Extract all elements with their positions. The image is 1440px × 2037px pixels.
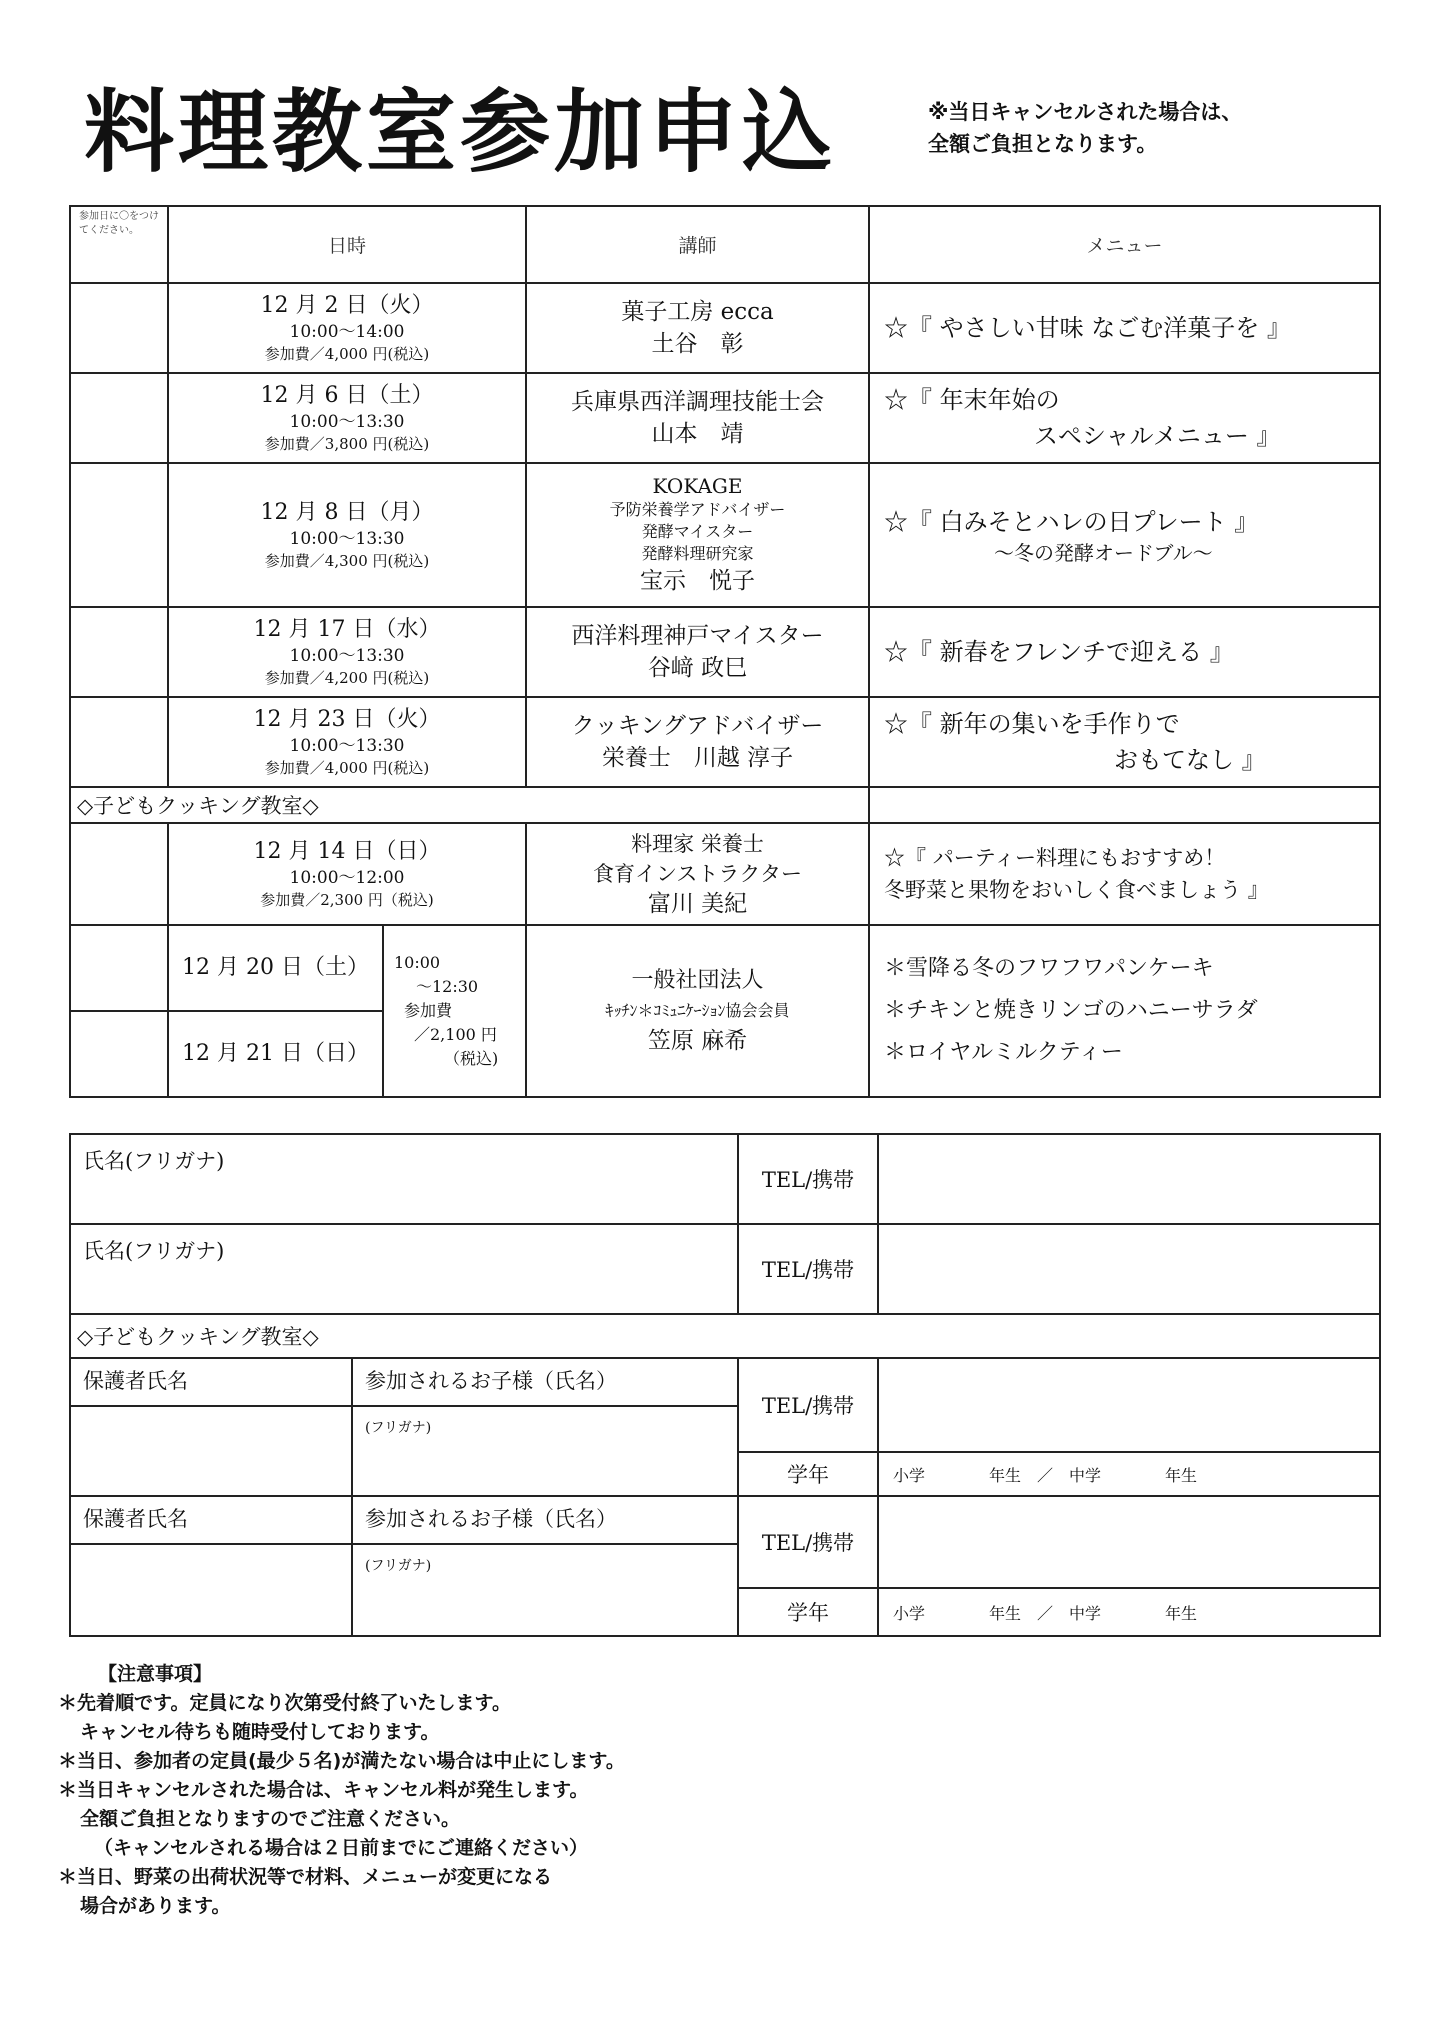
- schedule-row: [70, 283, 1380, 373]
- instructor-cell: [526, 283, 869, 373]
- kids-entry-row: [70, 1496, 1380, 1544]
- guardian-name-field[interactable]: [70, 1544, 352, 1636]
- instructor-title: 発酵料理研究家: [641, 544, 754, 563]
- instructor-title: 食育インストラクター: [593, 862, 802, 886]
- tel-field[interactable]: [878, 1358, 1380, 1452]
- class-date: 12 月 2 日（火）: [260, 293, 434, 318]
- kids-form-section-label: ◇子どもクッキング教室◇: [70, 1314, 1380, 1358]
- name-row: [70, 1134, 1380, 1224]
- instructor-title: 予防栄養学アドバイザー: [609, 500, 786, 519]
- instructor-name: 富川 美紀: [647, 891, 748, 917]
- schedule-row: [70, 607, 1380, 697]
- notes-section: [58, 1660, 958, 1921]
- tel-field[interactable]: [878, 1496, 1380, 1588]
- class-time: 10:00～12:00: [289, 868, 405, 888]
- instructor-org: 兵庫県西洋調理技能士会: [571, 389, 825, 415]
- instructor-org: 西洋料理神戸マイスター: [571, 623, 824, 649]
- attendance-mark-cell[interactable]: [70, 373, 168, 463]
- class-time-end: ～12:30: [416, 977, 479, 996]
- cancellation-notice-line1: ※当日キャンセルされた場合は、: [928, 100, 1243, 124]
- datetime-cell: [168, 1011, 383, 1097]
- schedule-header-row: [70, 206, 1380, 283]
- application-form-table: [69, 1133, 1381, 1637]
- attendance-mark-cell[interactable]: [70, 1011, 168, 1097]
- tel-label: TEL/携帯: [738, 1134, 878, 1224]
- child-label: 参加されるお子様（氏名）: [352, 1358, 738, 1406]
- class-time: 10:00～13:30: [289, 412, 405, 432]
- instructor-org: KOKAGE: [652, 474, 743, 498]
- guardian-label: 保護者氏名: [70, 1496, 352, 1544]
- instructor-name: 笠原 麻希: [647, 1028, 748, 1054]
- menu-title: ☆『 年末年始の: [884, 386, 1060, 414]
- child-name-field[interactable]: [352, 1406, 738, 1496]
- instructor-name: 宝示 悦子: [640, 568, 756, 594]
- note-line: 場合があります。: [80, 1895, 231, 1917]
- cancellation-notice: [928, 96, 1348, 160]
- class-date: 12 月 21 日（日）: [182, 1041, 369, 1066]
- furigana-label: (フリガナ): [365, 1558, 432, 1574]
- class-date: 12 月 20 日（土）: [182, 955, 369, 980]
- attendance-mark-cell[interactable]: [70, 607, 168, 697]
- tel-field[interactable]: [878, 1134, 1380, 1224]
- tel-field[interactable]: [878, 1224, 1380, 1314]
- child-name-field[interactable]: [352, 1544, 738, 1636]
- attendance-mark-cell[interactable]: [70, 697, 168, 787]
- menu-title: ☆『 新年の集いを手作りで: [884, 710, 1180, 738]
- kids-form-section-row: [70, 1314, 1380, 1358]
- instructor-name: 山本 靖: [651, 421, 744, 447]
- note-line: （キャンセルされる場合は２日前までにご連絡ください）: [94, 1837, 589, 1859]
- menu-item: ＊チキンと焼きリンゴのハニーサラダ: [884, 998, 1258, 1023]
- name-field[interactable]: [70, 1224, 738, 1314]
- class-fee: 参加費／4,000 円(税込): [264, 759, 430, 777]
- menu-item: ＊雪降る冬のフワフワパンケーキ: [884, 956, 1214, 981]
- datetime-cell: [168, 607, 526, 697]
- attendance-mark-cell[interactable]: [70, 283, 168, 373]
- instructor-cell: [526, 925, 869, 1097]
- class-time: 10:00～13:30: [289, 529, 405, 549]
- menu-title: ☆『 新春をフレンチで迎える 』: [884, 638, 1234, 666]
- guardian-label: 保護者氏名: [70, 1358, 352, 1406]
- instructor-title: 発酵マイスター: [641, 522, 754, 541]
- datetime-column-header: 日時: [168, 206, 526, 283]
- page-title: 料理教室参加申込: [84, 80, 836, 185]
- class-fee-label: 参加費: [404, 1001, 453, 1020]
- datetime-cell: [168, 697, 526, 787]
- instructor-column-header: 講師: [526, 206, 869, 283]
- grade-field[interactable]: 小学 年生 ／ 中学 年生: [878, 1588, 1380, 1636]
- datetime-cell: [168, 463, 526, 607]
- menu-title-cont: スペシャルメニュー 』: [1034, 422, 1281, 450]
- name-label: 氏名(フリガナ): [83, 1239, 225, 1263]
- datetime-cell: [168, 925, 383, 1011]
- attendance-mark-cell[interactable]: [70, 925, 168, 1011]
- datetime-cell: [168, 283, 526, 373]
- class-fee: 参加費／3,800 円(税込): [264, 435, 430, 453]
- menu-item: ＊ロイヤルミルクティー: [884, 1040, 1123, 1065]
- class-time: 10:00～13:30: [289, 646, 405, 666]
- datetime-cell: [168, 823, 526, 925]
- menu-column-header: メニュー: [869, 206, 1380, 283]
- instructor-org: クッキングアドバイザー: [571, 713, 824, 739]
- schedule-row: [70, 373, 1380, 463]
- class-date: 12 月 17 日（水）: [253, 617, 441, 642]
- menu-title: ☆『 やさしい甘味 なごむ洋菓子を 』: [884, 314, 1291, 342]
- instructor-title: ｷｯﾁﾝ＊ｺﾐｭﾆｹｰｼｮﾝ協会会員: [605, 1001, 790, 1020]
- menu-title: ☆『 パーティー料理にもおすすめ！: [884, 846, 1226, 870]
- instructor-cell: [526, 463, 869, 607]
- name-row: [70, 1224, 1380, 1314]
- class-fee-amount: ／2,100 円: [414, 1025, 497, 1044]
- child-label: 参加されるお子様（氏名）: [352, 1496, 738, 1544]
- class-fee: 参加費／4,300 円(税込): [264, 552, 430, 570]
- menu-title: ☆『 白みそとハレの日プレート 』: [884, 508, 1259, 536]
- instructor-cell: [526, 697, 869, 787]
- instructor-name: 栄養士 川越 淳子: [601, 745, 794, 771]
- schedule-row: [70, 823, 1380, 925]
- note-line: ＊当日、野菜の出荷状況等で材料、メニューが変更になる: [58, 1866, 553, 1888]
- attendance-mark-cell[interactable]: [70, 823, 168, 925]
- kids-section-label: ◇子どもクッキング教室◇: [70, 787, 869, 823]
- grade-field[interactable]: 小学 年生 ／ 中学 年生: [878, 1452, 1380, 1496]
- class-time: 10:00～14:00: [289, 322, 405, 342]
- name-field[interactable]: [70, 1134, 738, 1224]
- class-date: 12 月 8 日（月）: [260, 500, 434, 525]
- class-date: 12 月 23 日（火）: [253, 707, 441, 732]
- class-time-start: 10:00: [394, 953, 441, 972]
- note-line: キャンセル待ちも随時受付しております。: [80, 1721, 440, 1743]
- note-line: ＊当日、参加者の定員(最少５名)が満たない場合は中止にします。: [58, 1750, 625, 1772]
- menu-cell: [869, 607, 1380, 697]
- schedule-table: [69, 205, 1381, 1098]
- name-label: 氏名(フリガナ): [83, 1149, 225, 1173]
- instructor-org: 菓子工房 ecca: [621, 299, 774, 325]
- datetime-cell: [168, 373, 526, 463]
- mark-column-header: 参加日に〇をつけてください。: [70, 206, 168, 283]
- attendance-mark-cell[interactable]: [70, 463, 168, 607]
- instructor-title: 料理家 栄養士: [631, 832, 764, 856]
- menu-title-cont: 冬野菜と果物をおいしく食べましょう 』: [884, 878, 1269, 902]
- note-line: ＊先着順です。定員になり次第受付終了いたします。: [58, 1692, 511, 1714]
- guardian-name-field[interactable]: [70, 1406, 352, 1496]
- class-fee: 参加費／4,000 円(税込): [264, 345, 430, 363]
- class-time: 10:00～13:30: [289, 736, 405, 756]
- menu-cell: [869, 697, 1380, 787]
- grade-label: 学年: [738, 1588, 878, 1636]
- menu-cell: [869, 823, 1380, 925]
- tel-label: TEL/携帯: [738, 1358, 878, 1452]
- instructor-cell: [526, 607, 869, 697]
- class-fee: 参加費／2,300 円（税込): [260, 891, 434, 909]
- notes-heading: 【注意事項】: [98, 1663, 213, 1685]
- schedule-row: [70, 925, 1380, 1011]
- grade-label: 学年: [738, 1452, 878, 1496]
- menu-cell: [869, 373, 1380, 463]
- note-line: 全額ご負担となりますのでご注意ください。: [80, 1808, 461, 1830]
- schedule-row: [70, 463, 1380, 607]
- menu-cell: [869, 463, 1380, 607]
- instructor-cell: [526, 823, 869, 925]
- kids-time-fee-cell: [383, 925, 526, 1097]
- furigana-label: (フリガナ): [365, 1420, 432, 1436]
- instructor-name: 土谷 彰: [651, 331, 744, 357]
- menu-cell: [869, 925, 1380, 1097]
- menu-title-cont: おもてなし 』: [1114, 746, 1266, 774]
- tel-label: TEL/携帯: [738, 1496, 878, 1588]
- tel-label: TEL/携帯: [738, 1224, 878, 1314]
- class-fee: 参加費／4,200 円(税込): [264, 669, 430, 687]
- note-line: ＊当日キャンセルされた場合は、キャンセル料が発生します。: [58, 1779, 589, 1801]
- empty-cell: [869, 787, 1380, 823]
- instructor-name: 谷﨑 政巳: [647, 655, 748, 681]
- instructor-cell: [526, 373, 869, 463]
- cancellation-notice-line2: 全額ご負担となります。: [928, 132, 1158, 156]
- class-date: 12 月 14 日（日）: [253, 839, 441, 864]
- class-date: 12 月 6 日（土）: [260, 383, 434, 408]
- kids-entry-row: [70, 1358, 1380, 1406]
- menu-cell: [869, 283, 1380, 373]
- menu-subtitle: ～冬の発酵オードブル～: [994, 541, 1213, 565]
- class-fee-tax: （税込): [444, 1049, 499, 1068]
- instructor-org: 一般社団法人: [631, 968, 764, 993]
- kids-section-row: [70, 787, 1380, 823]
- schedule-row: [70, 697, 1380, 787]
